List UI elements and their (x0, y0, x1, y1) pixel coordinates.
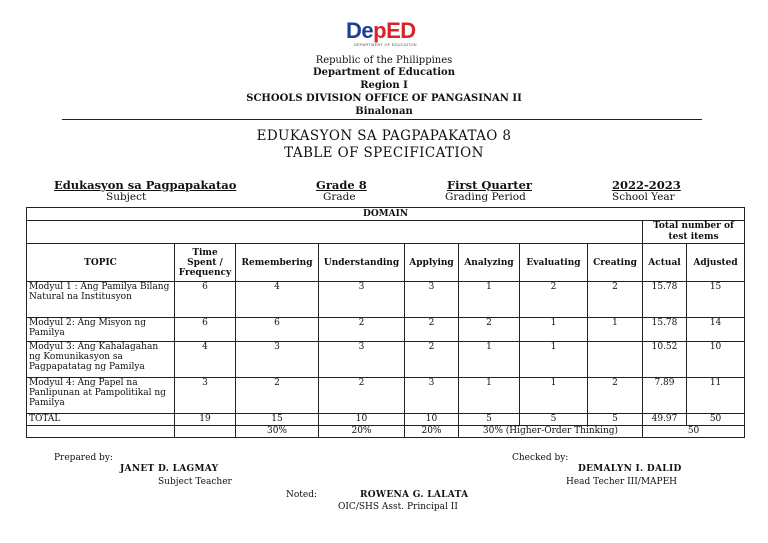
grading-period-value: First Quarter (447, 178, 532, 192)
time-cell: 6 (175, 282, 236, 318)
col-evaluating: Evaluating (520, 244, 588, 282)
topic-cell: Modyul 2: Ang Misyon ng Pamilya (27, 318, 175, 342)
evaluating-cell: 2 (520, 282, 588, 318)
analyzing-cell: 2 (459, 318, 520, 342)
total-understanding: 10 (319, 414, 405, 426)
prepared-by-name: JANET D. LAGMAY (120, 464, 219, 474)
logo-subtext: DEPARTMENT OF EDUCATION (354, 42, 417, 47)
remembering-cell: 6 (236, 318, 319, 342)
specification-table (26, 207, 745, 438)
noted-label: Noted: (286, 490, 318, 500)
remembering-cell: 2 (236, 378, 319, 414)
col-analyzing: Analyzing (459, 244, 520, 282)
table-row (27, 342, 745, 378)
domain-label: DOMAIN (363, 209, 409, 219)
topic-cell: Modyul 3: Ang Kahalagahan ng Komunikasyon sa Pagpapatatag ng Pamilya (27, 342, 175, 378)
applying-cell: 2 (405, 342, 459, 378)
remembering-cell: 3 (236, 342, 319, 378)
header-divider (62, 119, 702, 120)
adjusted-cell: 10 (687, 342, 745, 378)
blank-cell (27, 221, 643, 244)
department-line: Department of Education (313, 67, 455, 78)
evaluating-cell: 1 (520, 318, 588, 342)
logo-text-de: De (346, 18, 374, 43)
understanding-cell: 2 (319, 318, 405, 342)
topic-cell: Modyul 1 : Ang Pamilya Bilang Natural na Institusyon (27, 282, 175, 318)
applying-cell: 2 (405, 318, 459, 342)
document-title: EDUKASYON SA PAGPAPAKATAO 8 (256, 128, 512, 144)
checked-by-label: Checked by: (512, 453, 569, 463)
grading-period-label: Grading Period (445, 191, 526, 203)
logo-text-p: p (373, 18, 387, 43)
total-time: 19 (175, 414, 236, 426)
col-topic: TOPIC (27, 244, 175, 282)
total-evaluating: 5 (520, 414, 588, 426)
school-year-label: School Year (612, 191, 675, 203)
time-cell: 6 (175, 318, 236, 342)
noted-title: OIC/SHS Asst. Principal II (338, 502, 458, 512)
adjusted-cell: 14 (687, 318, 745, 342)
col-remembering: Remembering (236, 244, 319, 282)
table-row (27, 378, 745, 414)
total-applying: 10 (405, 414, 459, 426)
col-creating: Creating (588, 244, 643, 282)
analyzing-cell: 1 (459, 342, 520, 378)
evaluating-cell: 1 (520, 342, 588, 378)
adjusted-cell: 11 (687, 378, 745, 414)
evaluating-cell: 1 (520, 378, 588, 414)
blank-cell (175, 426, 236, 438)
col-time-spent: Time Spent / Frequency (175, 244, 236, 282)
total-adjusted: 50 (687, 414, 745, 426)
col-actual: Actual (643, 244, 687, 282)
total-label: TOTAL (27, 414, 175, 426)
col-applying: Applying (405, 244, 459, 282)
prepared-by-label: Prepared by: (54, 453, 113, 463)
adjusted-cell: 15 (687, 282, 745, 318)
column-header-row (27, 244, 745, 282)
applying-cell: 3 (405, 282, 459, 318)
analyzing-cell: 1 (459, 378, 520, 414)
checked-by-name: DEMALYN I. DALID (578, 464, 682, 474)
table-row (27, 282, 745, 318)
time-cell: 3 (175, 378, 236, 414)
table-row (27, 318, 745, 342)
grade-value: Grade 8 (316, 178, 367, 192)
col-adjusted: Adjusted (687, 244, 745, 282)
percent-row (27, 426, 745, 438)
understanding-cell: 3 (319, 282, 405, 318)
understanding-cell: 2 (319, 378, 405, 414)
creating-cell: 1 (588, 318, 643, 342)
total-analyzing: 5 (459, 414, 520, 426)
topic-cell: Modyul 4: Ang Papel na Panlipunan at Pampolitikal ng Pamilya (27, 378, 175, 414)
actual-cell: 10.52 (643, 342, 687, 378)
grade-label: Grade (323, 191, 356, 203)
domain-row (27, 208, 745, 221)
percent-total: 50 (643, 426, 745, 438)
creating-cell (588, 342, 643, 378)
subject-value: Edukasyon sa Pagpapakatao (54, 178, 237, 192)
division-line: SCHOOLS DIVISION OFFICE OF PANGASINAN II (246, 93, 522, 104)
percent-understanding: 20% (319, 426, 405, 438)
blank-cell (27, 426, 175, 438)
remembering-cell: 4 (236, 282, 319, 318)
percent-higher-order: 30% (Higher-Order Thinking) (459, 426, 643, 438)
percent-remembering: 30% (236, 426, 319, 438)
actual-cell: 15.78 (643, 282, 687, 318)
document-subtitle: TABLE OF SPECIFICATION (284, 145, 484, 161)
school-year-value: 2022-2023 (612, 178, 681, 192)
total-items-row (27, 221, 745, 244)
total-items-header: Total number of test items (643, 221, 745, 244)
applying-cell: 3 (405, 378, 459, 414)
analyzing-cell: 1 (459, 282, 520, 318)
actual-cell: 15.78 (643, 318, 687, 342)
logo-text-ed: ED (386, 18, 416, 43)
total-row (27, 414, 745, 426)
time-cell: 4 (175, 342, 236, 378)
municipality-line: Binalonan (355, 106, 413, 117)
checked-by-title: Head Techer III/MAPEH (566, 477, 678, 487)
actual-cell: 7.89 (643, 378, 687, 414)
noted-name: ROWENA G. LALATA (360, 490, 469, 500)
domain-header (27, 208, 745, 221)
col-understanding: Understanding (319, 244, 405, 282)
understanding-cell: 3 (319, 342, 405, 378)
prepared-by-title: Subject Teacher (158, 477, 232, 487)
creating-cell: 2 (588, 282, 643, 318)
creating-cell: 2 (588, 378, 643, 414)
total-actual: 49.97 (643, 414, 687, 426)
total-creating: 5 (588, 414, 643, 426)
country-line: Republic of the Philippines (315, 55, 453, 66)
subject-label: Subject (106, 191, 147, 203)
percent-applying: 20% (405, 426, 459, 438)
deped-logo (346, 18, 422, 48)
region-line: Region I (360, 80, 408, 91)
total-remembering: 15 (236, 414, 319, 426)
